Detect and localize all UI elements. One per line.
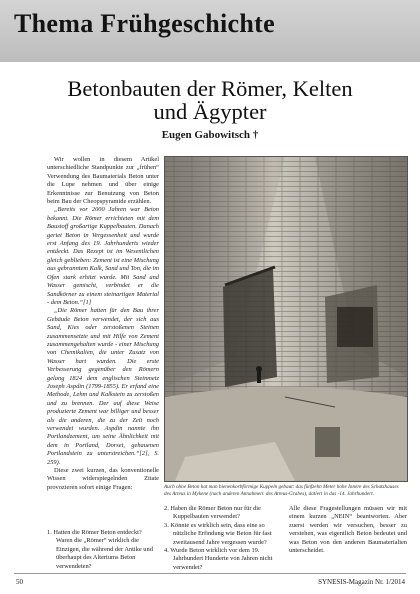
question-4: 4. Wurde Beton wirklich vor dem 19. Jahrhundert Hunderte von Jahren nicht verwendet?: [164, 547, 273, 571]
question-list-start: [47, 529, 159, 571]
column-middle: [164, 505, 276, 572]
question-3: 3. Könnte es wirklich sein, dass eine so nützliche Erfindung wie Beton für fast zweitausend Jahre vergessen wurde?: [164, 521, 272, 546]
closing-paragraph: Alle diese Fragestellungen müssen wir mit einem kurzen „NEIN“ beantworten. Aber zuerst werden wir versuchen, besser zu verstehen, was eigentlich Beton bedeutet und was Beton von den anderen Baumaterialien unterscheidet.: [289, 505, 407, 555]
figure-caption: Auch ohne Beton hat man bienenkorbförmige Kuppeln gebaut: das fünfzehn Meter hohe Innere des Schatzhauses des Atreus in Mykene (nach anderen Annahmen: des Atreus-Grabes), datiert in das -14. Jahrhundert.: [164, 484, 399, 497]
question-2: 2. Haben die Römer Beton nur für die Kuppelbauten verwendet?: [164, 505, 261, 521]
column-left: [47, 156, 159, 492]
quote-paragraph-2: „Die Römer hatten für den Bau ihrer Gebäude Beton verwendet, der sich aus Sand, Kies oder zerstoßenen Steinen zusammensetzte und mit Hilfe von Zement zusammengehalten wurde - einer Mischung von Chemikalien, die unter Zusatz von Wasser hart wurden. Die erste Verbesserung gegenüber den Römern gelang 1824 dem englischen Steinmetz Joseph Aspdin (1799-1855). Er erfand eine Methode, Lehm und Kalkstein zu zerstoßen und zu brennen. Der auf diese Weise produzierte Zement war billiger und besser als die anderen, die zu der Zeit noch verwendet wurden. Aspdin nannte ihn Portlandzement, um seine Ähnlichkeit mit dem in Portland, Dorset, gehauenen Portlandstein zu unterstreichen.“[2], S. 259).: [47, 307, 159, 466]
column-right: [289, 505, 407, 555]
intro-paragraph: Wir wollen in diesem Artikel unterschiedliche Standpunkte zur „frühen“ Verwendung des Baumaterials Beton unter die Lupe nehmen und über einige Erkenntnisse zur Benutzung von Beton beim Bau der Cheopspyramide erzählen.: [47, 156, 159, 206]
section-banner: [0, 0, 420, 62]
footer-rule: [14, 573, 406, 574]
article-author: Eugen Gabowitsch †: [161, 129, 259, 141]
question-1: 1. Hatten die Römer Beton entdeckt? Waren die „Römer“ wirklich die Einzigen, die während der Antike und überhaupt des Altertums Beton verwendeten?: [47, 529, 153, 570]
page-number: 50: [16, 578, 23, 586]
article-title-line2: und Ägypter: [153, 99, 267, 124]
lead-in-paragraph: Diese zwei kurzen, das konventionelle Wissen widerspiegelnden Zitate provozieren sofort einige Fragen:: [47, 467, 159, 491]
section-title: Thema Frühgeschichte: [14, 9, 275, 38]
tholos-photo: [164, 156, 408, 482]
quote-paragraph-1: „Bereits vor 2000 Jahren war Beton bekannt. Die Römer errichteten mit dem Baustoff großartige Kuppelbauten. Danach geriet Beton in Vergessenheit und wurde erst Anfang des 19. Jahrhunderts wieder entdeckt. Das Rezept ist im Wesentlichen gleich geblieben: Zement ist eine Mischung aus gebranntem Kalk, Sand und Ton, die im Ofen stark erhitzt wurde. Mit Sand und Wasser gemischt, verbindet er die Sandkörner zu einem steinartigen Material - dem Beton.“[1]: [47, 206, 159, 306]
article-title-line1: Betonbauten der Römer, Kelten: [67, 76, 353, 101]
magazine-issue: SYNESIS-Magazin Nr. 1/2014: [318, 578, 405, 586]
